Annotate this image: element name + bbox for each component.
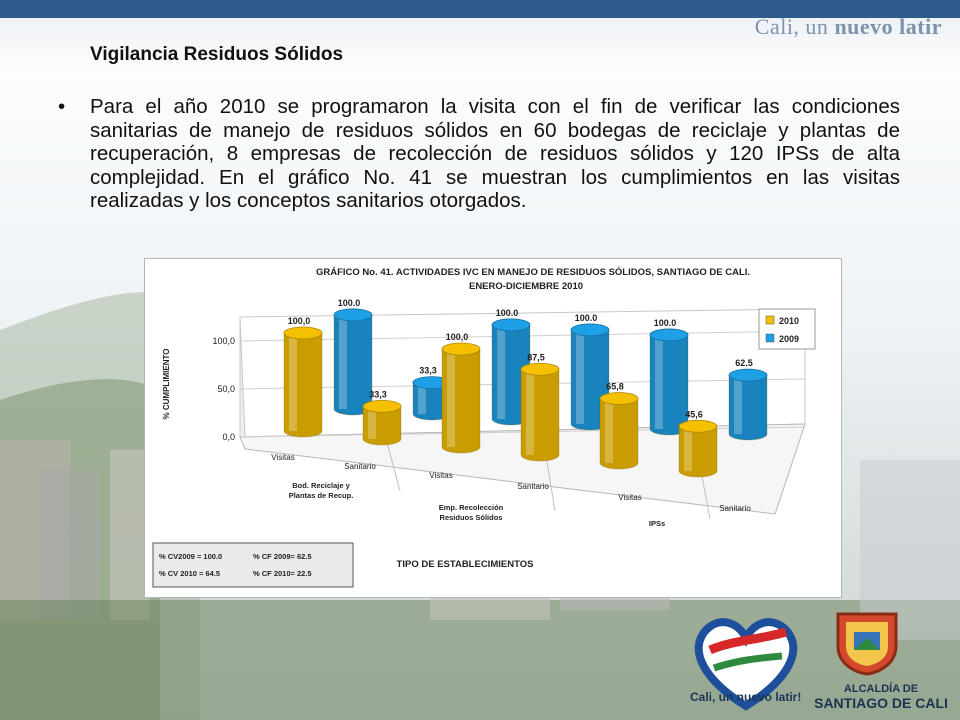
bar-2010-4-top: [521, 363, 559, 375]
slide-title: Vigilancia Residuos Sólidos: [90, 44, 344, 65]
header-slogan: [755, 14, 942, 40]
chart-ylabel: % CUMPLIMIENTO: [162, 348, 171, 420]
legend-label-2009: 2009: [779, 334, 800, 344]
alcaldia-line-2: SANTIAGO DE CALI: [814, 695, 948, 711]
x-tick-label: Visitas: [618, 493, 642, 502]
slogan-bold: nuevo latir: [834, 14, 942, 39]
legend-swatch-2010: [766, 316, 774, 324]
bar-2009-1-top: [334, 309, 372, 321]
bar-2009-3-value-label: 100.0: [495, 307, 519, 318]
x-tick-label: Sanitario: [344, 462, 376, 471]
summary-cell: % CV 2010 = 64.5: [159, 569, 221, 578]
bar-2010-5-highlight: [605, 399, 613, 463]
bar-2009-4-highlight: [576, 330, 584, 424]
group-label: IPSs: [648, 519, 666, 528]
bar-2010-2-top: [363, 400, 401, 412]
bar-2010-3-highlight: [447, 349, 455, 447]
y-tick-label: 50,0: [217, 384, 235, 394]
bar-2010-1-highlight: [289, 333, 297, 431]
slogan-prefix: Cali, un: [754, 14, 829, 39]
bar-2009-4-top: [571, 324, 609, 336]
chart-title: GRÁFICO No. 41. ACTIVIDADES IVC EN MANEJO DE RESIDUOS SÓLIDOS, SANTIAGO DE CALI.: [315, 267, 751, 278]
bar-2010-5-value-label: 65,8: [606, 381, 624, 392]
group-label: Bod. Reciclaje y Plantas de Recup.: [288, 481, 354, 500]
bar-2009-5-highlight: [655, 335, 663, 429]
bar-2010-6-value-label: 45,6: [685, 409, 703, 420]
bar-2009-5-top: [650, 329, 688, 341]
y-tick-label: 0,0: [222, 432, 235, 442]
summary-cell: % CV2009 = 100.0: [159, 552, 223, 561]
coat-of-arms-icon: [832, 610, 902, 676]
bar-2009-4-value-label: 100.0: [574, 312, 598, 323]
x-tick-label: Visitas: [429, 471, 453, 480]
bar-2010-1-top: [284, 327, 322, 339]
chart-container: [144, 258, 842, 598]
bar-2010-5-top: [600, 393, 638, 405]
x-tick-label: Sanitario: [517, 482, 549, 491]
summary-cell: % CF 2009= 62.5: [253, 552, 312, 561]
y-tick-label: 100,0: [212, 336, 235, 346]
bullet-paragraph: [58, 95, 900, 213]
bar-2009-2-value-label: 33,3: [419, 365, 437, 376]
bar-2010-3-top: [442, 343, 480, 355]
chart-subtitle: ENERO-DICIEMBRE 2010: [468, 281, 584, 292]
chart-xlabel: TIPO DE ESTABLECIMIENTOS: [396, 559, 534, 570]
bar-2009-1-highlight: [339, 315, 347, 409]
summary-cell: % CF 2010= 22.5: [253, 569, 312, 578]
bar-2009-6-highlight: [734, 375, 742, 434]
bar-2010-4-highlight: [526, 369, 534, 455]
bar-2010-4-value-label: 87,5: [527, 352, 545, 363]
alcaldia-line-1: ALCALDÍA DE: [843, 683, 919, 695]
bar-2009-3-top: [492, 319, 530, 331]
bar-2009-6-value-label: 62.5: [735, 358, 753, 369]
bar-2009-6-top: [729, 369, 767, 381]
bar-2010-2-value-label: 33,3: [369, 389, 387, 400]
bar-2010-6-top: [679, 420, 717, 432]
chart-svg: [145, 259, 841, 597]
bar-2010-1-value-label: 100,0: [287, 316, 311, 326]
bar-2009-1-value-label: 100.0: [337, 297, 361, 308]
paragraph-text: Para el año 2010 se programaron la visita con el fin de verificar las condiciones sanitarias de manejo de residuos sólidos en 60 bodegas de reciclaje y plantas de recuperación, 8 empresas de recolección de residuos sólidos y 120 IPSs de alta complejidad. En el gráfico No. 41 se muestran los cumplimientos en las visitas realizadas y los conceptos sanitarios otorgados.: [90, 95, 900, 212]
x-tick-label: Visitas: [271, 453, 295, 462]
group-label: Emp. Recolección Residuos Sólidos: [438, 503, 504, 522]
bar-2009-3-highlight: [497, 325, 505, 419]
bar-2010-3-value-label: 100,0: [445, 332, 469, 342]
bar-2009-5-value-label: 100.0: [653, 317, 677, 328]
legend-label-2010: 2010: [779, 316, 800, 326]
x-tick-label: Sanitario: [719, 504, 751, 513]
bar-2010-6-highlight: [684, 426, 692, 471]
bullet-point: •: [58, 95, 66, 118]
heart-logo-text: Cali, un nuevo latir!: [690, 690, 802, 704]
legend-swatch-2009: [766, 334, 774, 342]
summary-box: [153, 543, 353, 587]
